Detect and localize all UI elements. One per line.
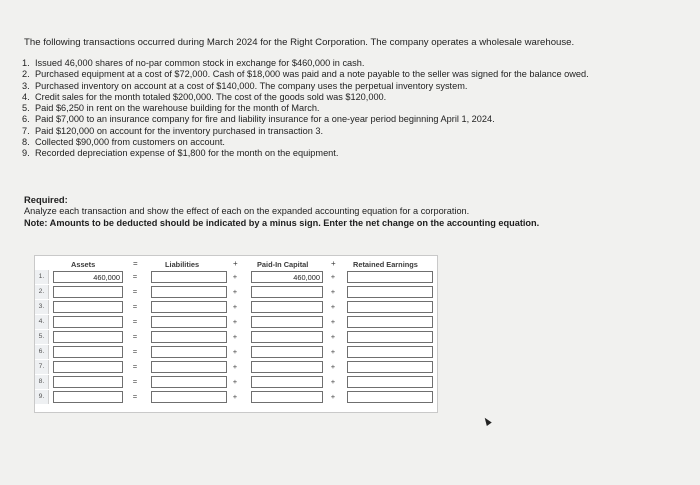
paid-in-capital-input[interactable] (251, 301, 323, 313)
paid-in-capital-input[interactable] (251, 346, 323, 358)
table-row (35, 390, 437, 404)
item-text: Purchased inventory on account at a cost of $140,000. The company uses the perpetual inventory system. (35, 80, 468, 91)
header-liabilities: Liabilities (165, 260, 200, 269)
header-plus-2: + (331, 259, 336, 268)
table-row (35, 285, 437, 299)
retained-earnings-input[interactable] (347, 301, 433, 313)
equals-sign: = (132, 347, 138, 356)
liabilities-input[interactable] (151, 286, 227, 298)
plus-sign: + (330, 332, 336, 341)
accounting-equation-table (34, 255, 438, 413)
row-number: 6. (35, 345, 49, 359)
list-item (22, 148, 682, 159)
liabilities-input[interactable] (151, 301, 227, 313)
item-text: Paid $7,000 to an insurance company for fire and liability insurance for a one-year period beginning April 1, 2024. (35, 114, 495, 125)
item-text: Credit sales for the month totaled $200,000. The cost of the goods sold was $120,000. (35, 91, 387, 102)
row-number: 3. (35, 300, 49, 314)
plus-sign: + (330, 272, 336, 281)
table-row (35, 360, 437, 374)
plus-sign: + (330, 317, 336, 326)
plus-sign: + (330, 302, 336, 311)
equals-sign: = (132, 287, 138, 296)
row-number: 1. (35, 270, 49, 284)
list-item (22, 58, 682, 69)
row-number: 8. (35, 375, 49, 389)
list-item (22, 81, 682, 92)
item-number: 1. (22, 58, 30, 68)
liabilities-input[interactable] (151, 376, 227, 388)
header-retained-earnings: Retained Earnings (353, 260, 418, 269)
plus-sign: + (330, 287, 336, 296)
row-number: 2. (35, 285, 49, 299)
table-row (35, 315, 437, 329)
retained-earnings-input[interactable] (347, 331, 433, 343)
liabilities-input[interactable] (151, 331, 227, 343)
equals-sign: = (132, 272, 138, 281)
liabilities-input[interactable] (151, 316, 227, 328)
plus-sign: + (232, 272, 238, 281)
required-note: Note: Amounts to be deducted should be indicated by a minus sign. Enter the net change on the accounting equation. (24, 217, 540, 228)
table-row (35, 345, 437, 359)
item-text: Collected $90,000 from customers on account. (35, 137, 225, 148)
header-paid-in-capital: Paid-In Capital (257, 260, 309, 269)
transaction-list (22, 58, 682, 160)
liabilities-input[interactable] (151, 346, 227, 358)
liabilities-input[interactable] (151, 391, 227, 403)
paid-in-capital-input[interactable] (251, 361, 323, 373)
item-number: 5. (22, 103, 30, 114)
list-item (22, 114, 682, 125)
equals-sign: = (132, 317, 138, 326)
assets-input[interactable] (53, 316, 123, 328)
assets-input[interactable] (53, 391, 123, 403)
assets-input[interactable] (53, 376, 123, 388)
plus-sign: + (232, 317, 238, 326)
item-number: 4. (22, 91, 30, 102)
header-equals: = (133, 259, 138, 268)
equals-sign: = (132, 332, 138, 341)
plus-sign: + (330, 392, 336, 401)
item-text: Purchased equipment at a cost of $72,000. Cash of $18,000 was paid and a note payable to the seller was signed for the balance owed. (35, 69, 589, 80)
paid-in-capital-input[interactable] (251, 331, 323, 343)
list-item (22, 137, 682, 148)
assets-input[interactable] (53, 331, 123, 343)
mouse-cursor-icon (482, 416, 492, 426)
list-item (22, 92, 682, 103)
item-text: Issued 46,000 shares of no-par common stock in exchange for $460,000 in cash. (35, 58, 365, 68)
header-plus-1: + (233, 259, 238, 268)
assets-input[interactable] (53, 346, 123, 358)
table-row (35, 270, 437, 284)
plus-sign: + (330, 347, 336, 356)
plus-sign: + (232, 332, 238, 341)
table-row (35, 300, 437, 314)
retained-earnings-input[interactable] (347, 286, 433, 298)
paid-in-capital-input[interactable] (251, 286, 323, 298)
item-number: 6. (22, 114, 30, 125)
item-number: 8. (22, 137, 30, 148)
plus-sign: + (232, 362, 238, 371)
equals-sign: = (132, 377, 138, 386)
assets-input[interactable] (53, 286, 123, 298)
paid-in-capital-input[interactable] (251, 391, 323, 403)
assets-input[interactable] (53, 301, 123, 313)
required-instructions (24, 206, 684, 229)
plus-sign: + (232, 287, 238, 296)
liabilities-input[interactable] (151, 271, 227, 283)
plus-sign: + (232, 302, 238, 311)
paid-in-capital-input[interactable]: 460,000 (251, 271, 323, 283)
item-text: Recorded depreciation expense of $1,800 for the month on the equipment. (35, 148, 339, 159)
row-number: 9. (35, 390, 49, 404)
liabilities-input[interactable] (151, 361, 227, 373)
table-row (35, 375, 437, 389)
assets-input[interactable]: 460,000 (53, 271, 123, 283)
item-number: 2. (22, 69, 30, 80)
retained-earnings-input[interactable] (347, 376, 433, 388)
row-number: 4. (35, 315, 49, 329)
equals-sign: = (132, 302, 138, 311)
retained-earnings-input[interactable] (347, 391, 433, 403)
paid-in-capital-input[interactable] (251, 376, 323, 388)
intro-text: The following transactions occurred during March 2024 for the Right Corporation. The company operates a wholesale warehouse. (24, 37, 575, 48)
header-assets: Assets (71, 260, 96, 269)
item-number: 9. (22, 148, 30, 159)
plus-sign: + (330, 362, 336, 371)
row-number: 7. (35, 360, 49, 374)
paid-in-capital-input[interactable] (251, 316, 323, 328)
retained-earnings-input[interactable] (347, 316, 433, 328)
required-heading: Required: (24, 194, 68, 205)
equals-sign: = (132, 362, 138, 371)
assets-input[interactable] (53, 361, 123, 373)
required-text: Analyze each transaction and show the effect of each on the expanded accounting equation for a corporation. (24, 206, 470, 216)
item-number: 7. (22, 125, 30, 136)
table-row (35, 330, 437, 344)
item-text: Paid $6,250 in rent on the warehouse building for the month of March. (35, 103, 320, 114)
retained-earnings-input[interactable] (347, 271, 433, 283)
item-text: Paid $120,000 on account for the inventory purchased in transaction 3. (35, 125, 324, 136)
retained-earnings-input[interactable] (347, 346, 433, 358)
row-number: 5. (35, 330, 49, 344)
list-item (22, 69, 682, 80)
plus-sign: + (232, 392, 238, 401)
item-number: 3. (22, 80, 30, 91)
retained-earnings-input[interactable] (347, 361, 433, 373)
list-item (22, 126, 682, 137)
list-item (22, 103, 682, 114)
plus-sign: + (232, 377, 238, 386)
plus-sign: + (232, 347, 238, 356)
equals-sign: = (132, 392, 138, 401)
plus-sign: + (330, 377, 336, 386)
